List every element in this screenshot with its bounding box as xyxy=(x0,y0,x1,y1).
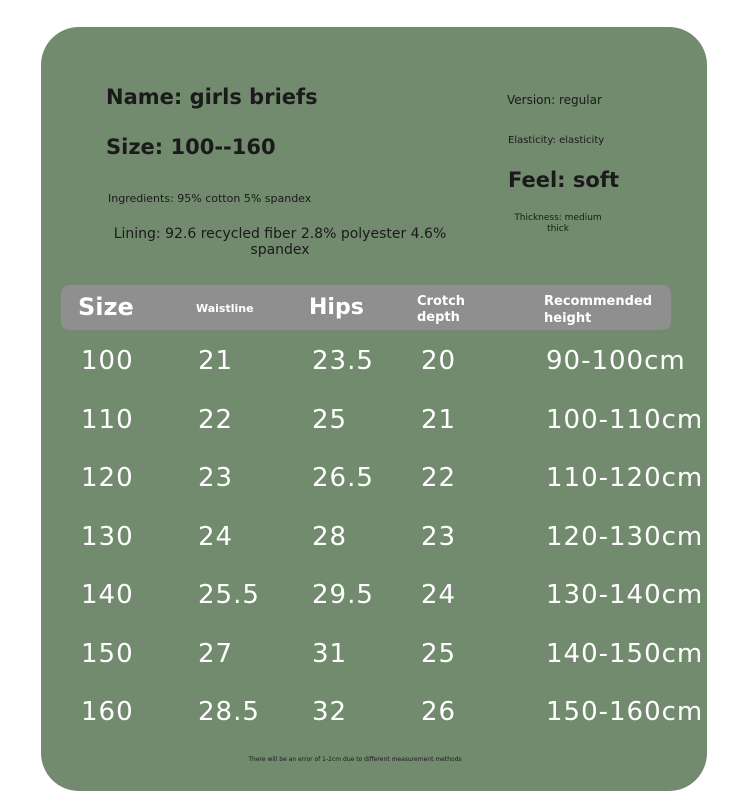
product-thickness: Thickness: medium thick xyxy=(514,213,602,234)
cell-recommended-height: 120-130cm xyxy=(546,521,704,552)
cell-recommended-height: 90-100cm xyxy=(546,346,686,376)
cell-waistline: 23 xyxy=(198,463,234,493)
header-crotch-depth: Crotch depth xyxy=(417,294,466,325)
cell-size: 140 xyxy=(81,580,134,610)
cell-crotch-depth: 24 xyxy=(421,580,457,610)
cell-hips: 32 xyxy=(312,697,348,727)
cell-recommended-height: 140-150cm xyxy=(546,638,704,669)
cell-size: 150 xyxy=(81,638,134,669)
cell-size: 100 xyxy=(81,346,134,376)
cell-waistline: 24 xyxy=(198,521,234,552)
cell-recommended-height: 150-160cm xyxy=(546,697,704,727)
cell-waistline: 21 xyxy=(198,346,234,376)
table-row xyxy=(0,346,750,404)
cell-hips: 31 xyxy=(312,638,348,669)
measurement-footnote: There will be an error of 1-2cm due to different measurement methods xyxy=(248,756,462,763)
product-lining: Lining: 92.6 recycled fiber 2.8% polyester 4.6% spandex xyxy=(113,226,447,258)
cell-crotch-depth: 22 xyxy=(421,463,457,493)
product-ingredients: Ingredients: 95% cotton 5% spandex xyxy=(108,192,312,205)
cell-hips: 29.5 xyxy=(312,580,374,610)
product-name: Name: girls briefs xyxy=(106,85,318,109)
cell-waistline: 25.5 xyxy=(198,580,260,610)
cell-hips: 26.5 xyxy=(312,463,374,493)
header-size: Size xyxy=(78,293,134,321)
table-row xyxy=(0,639,750,697)
product-feel: Feel: soft xyxy=(508,168,619,192)
cell-crotch-depth: 25 xyxy=(421,638,457,669)
table-row xyxy=(0,405,750,463)
cell-crotch-depth: 26 xyxy=(421,697,457,727)
cell-waistline: 27 xyxy=(198,638,234,669)
table-row xyxy=(0,522,750,580)
table-row xyxy=(0,697,750,755)
cell-waistline: 28.5 xyxy=(198,697,260,727)
header-hips: Hips xyxy=(309,295,364,320)
product-version: Version: regular xyxy=(507,93,602,107)
product-size-range: Size: 100--160 xyxy=(106,135,276,159)
cell-hips: 23.5 xyxy=(312,346,374,376)
header-recommended-height: Recommended height xyxy=(544,294,653,326)
cell-hips: 28 xyxy=(312,521,348,552)
cell-size: 130 xyxy=(81,521,134,552)
table-row xyxy=(0,580,750,638)
cell-crotch-depth: 23 xyxy=(421,521,457,552)
cell-hips: 25 xyxy=(312,404,348,435)
cell-recommended-height: 130-140cm xyxy=(546,580,704,610)
cell-size: 160 xyxy=(81,697,134,727)
cell-waistline: 22 xyxy=(198,404,234,435)
product-elasticity: Elasticity: elasticity xyxy=(508,135,605,146)
cell-recommended-height: 110-120cm xyxy=(546,463,704,493)
table-row xyxy=(0,463,750,521)
cell-size: 110 xyxy=(81,404,134,435)
cell-recommended-height: 100-110cm xyxy=(546,404,704,435)
cell-size: 120 xyxy=(81,463,134,493)
header-waistline: Waistline xyxy=(196,302,254,315)
cell-crotch-depth: 21 xyxy=(421,404,457,435)
cell-crotch-depth: 20 xyxy=(421,346,457,376)
